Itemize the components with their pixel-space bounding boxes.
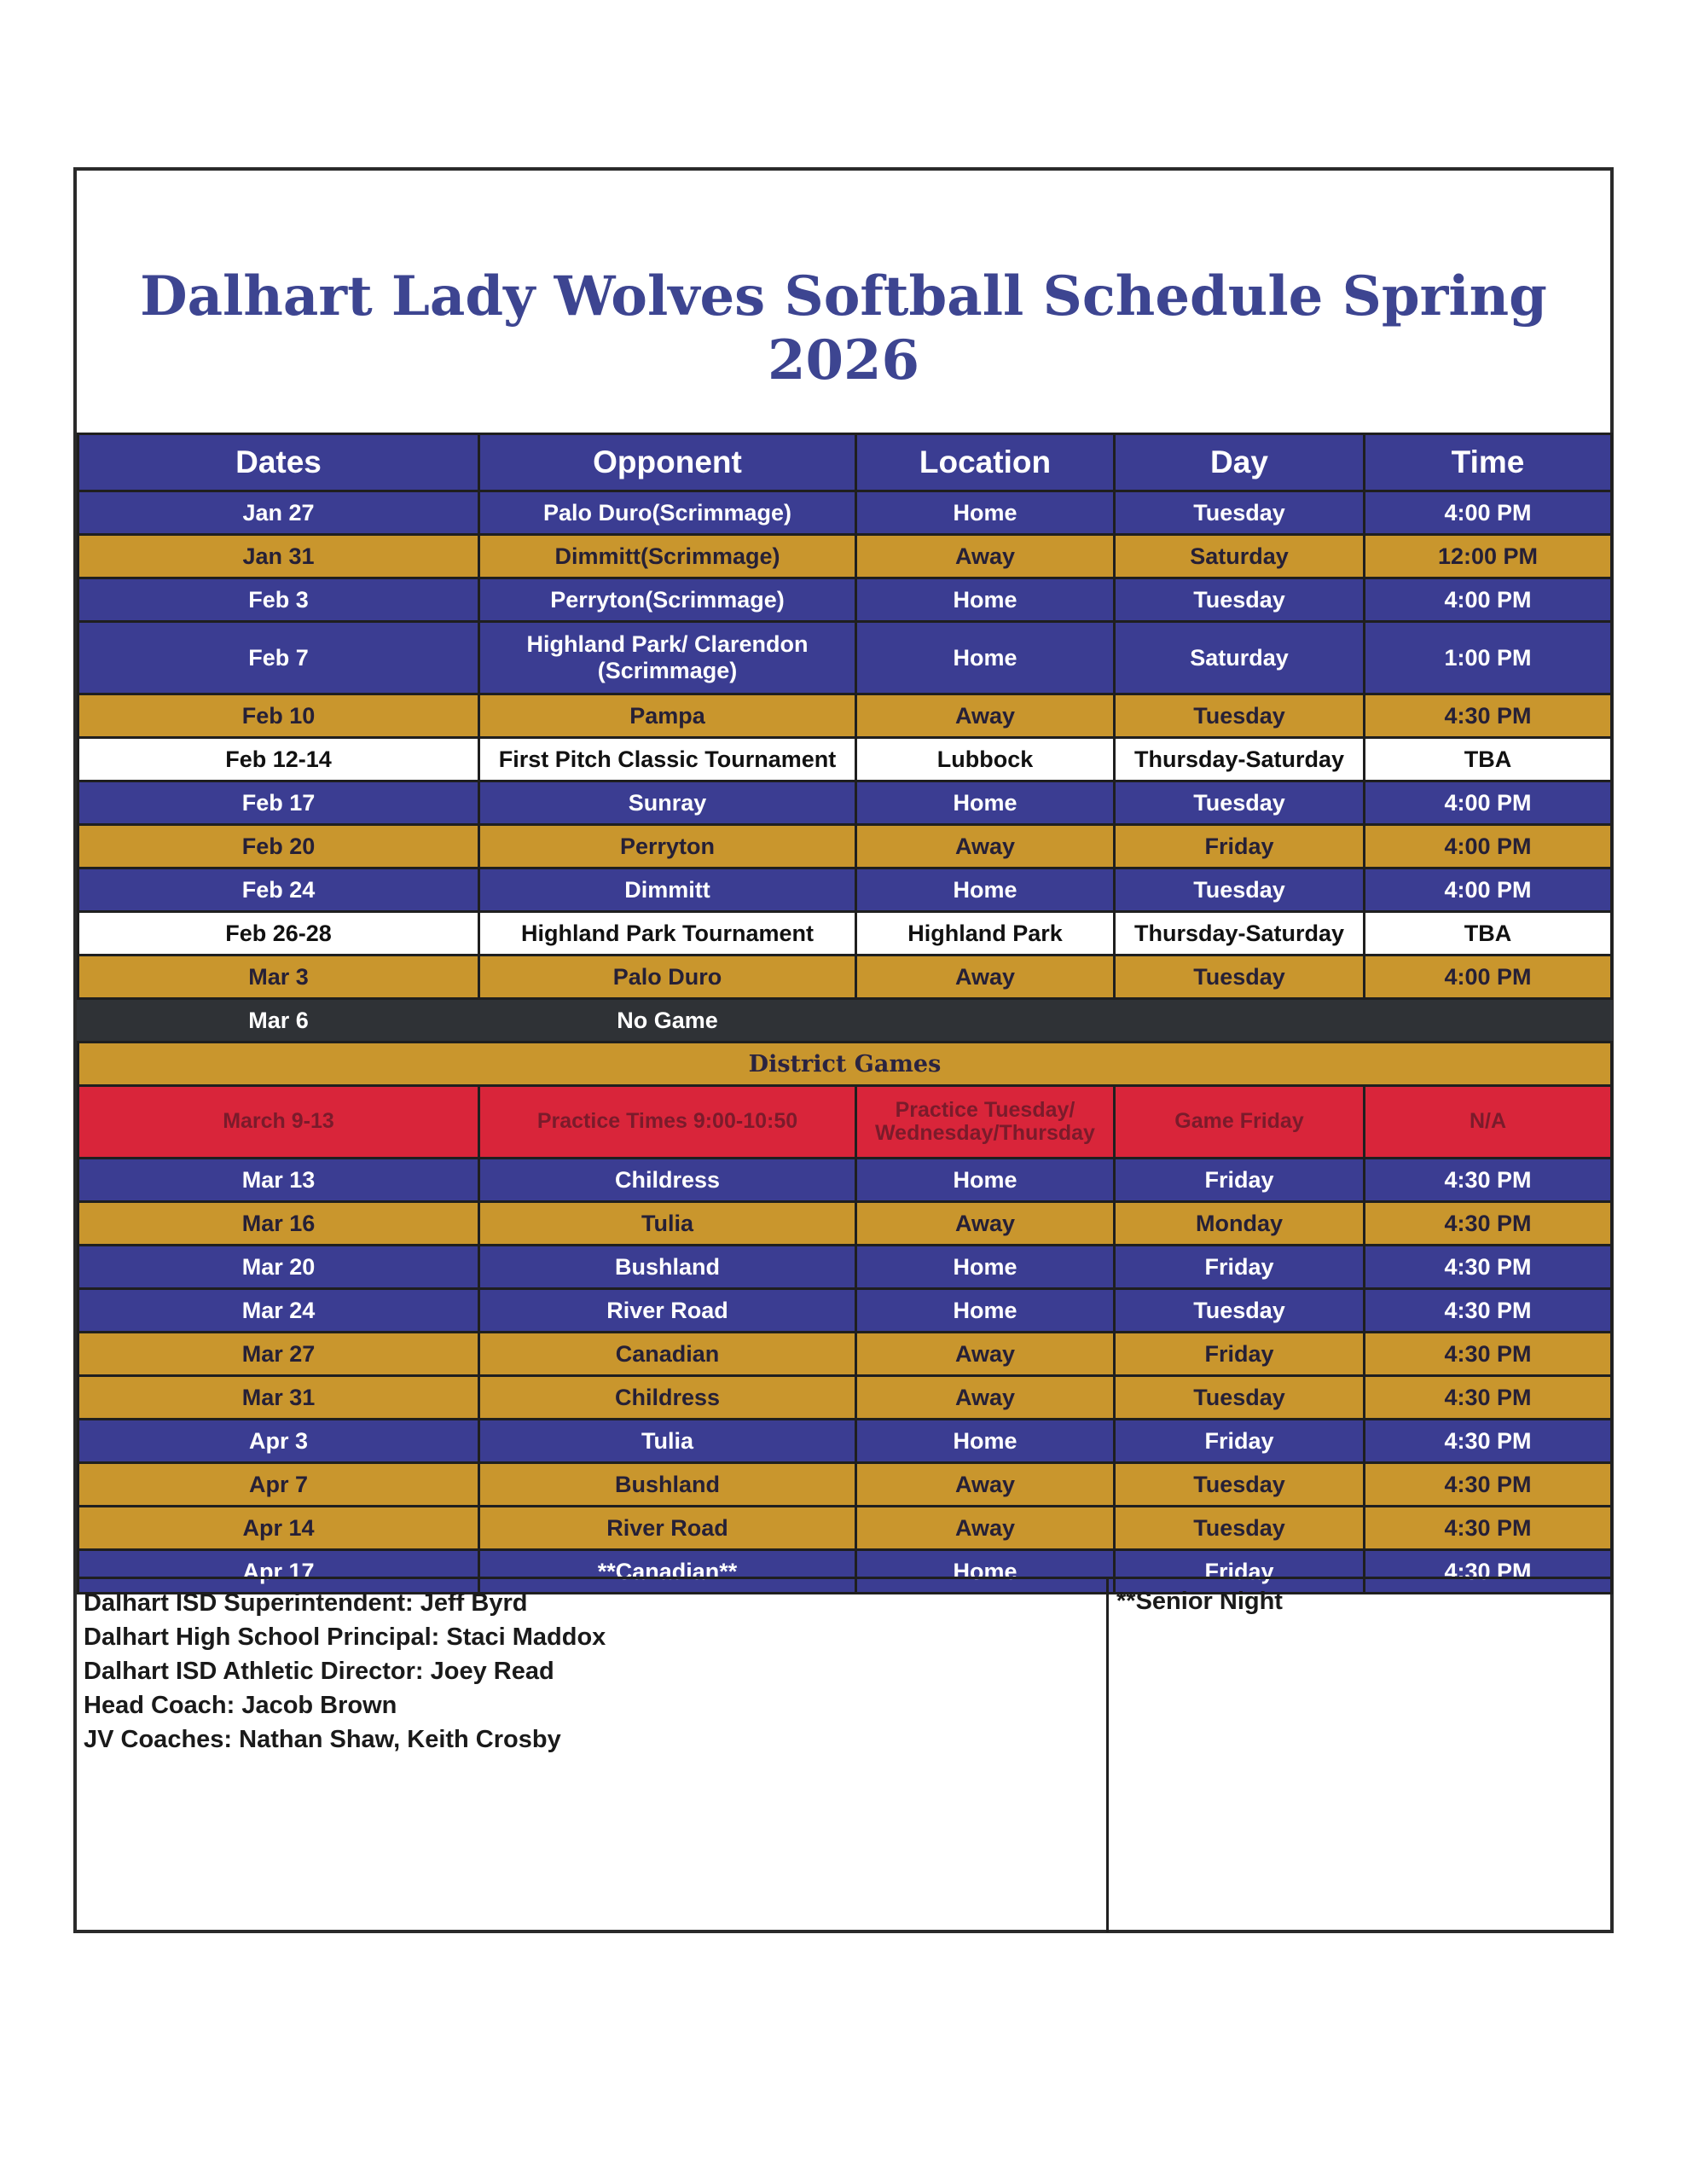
cell-opponent: Perryton(Scrimmage) <box>479 578 856 622</box>
cell-time: 4:30 PM <box>1365 1376 1612 1420</box>
cell-opponent: Childress <box>479 1159 856 1202</box>
cell-time: 4:30 PM <box>1365 1463 1612 1507</box>
cell-location: Home <box>856 1289 1115 1333</box>
cell-opponent: Bushland <box>479 1463 856 1507</box>
no-game-row <box>78 999 1612 1043</box>
cell-day: Tuesday <box>1115 1376 1365 1420</box>
cell-day: Saturday <box>1115 535 1365 578</box>
cell-opponent: River Road <box>479 1507 856 1550</box>
table-row <box>78 912 1612 956</box>
cell-opponent: **Canadian** <box>479 1550 856 1594</box>
cell-date: Feb 20 <box>78 825 479 868</box>
cell-time: 4:30 PM <box>1365 1507 1612 1550</box>
header-time: Time <box>1365 434 1612 491</box>
senior-night-note: **Senior Night <box>1116 1588 1283 1615</box>
header-day: Day <box>1115 434 1365 491</box>
table-row <box>78 535 1612 578</box>
cell-time: 1:00 PM <box>1365 622 1612 694</box>
cell-time: 4:30 PM <box>1365 1246 1612 1289</box>
cell-time: 4:30 PM <box>1365 1289 1612 1333</box>
cell-time: TBA <box>1365 738 1612 781</box>
no-game-date: Mar 6 <box>78 999 479 1043</box>
cell-opponent: Sunray <box>479 781 856 825</box>
practice-time: N/A <box>1365 1086 1612 1159</box>
staff-line: Head Coach: Jacob Brown <box>84 1692 397 1719</box>
cell-time: 4:00 PM <box>1365 578 1612 622</box>
cell-location: Away <box>856 1507 1115 1550</box>
cell-opponent: Tulia <box>479 1202 856 1246</box>
table-row <box>78 622 1612 694</box>
table-row <box>78 1507 1612 1550</box>
practice-day: Game Friday <box>1115 1086 1365 1159</box>
practice-opponent: Practice Times 9:00-10:50 <box>479 1086 856 1159</box>
cell-date: Feb 26-28 <box>78 912 479 956</box>
cell-day: Tuesday <box>1115 1289 1365 1333</box>
header-dates: Dates <box>78 434 479 491</box>
cell-opponent: Highland Park/ Clarendon (Scrimmage) <box>479 622 856 694</box>
cell-opponent: Canadian <box>479 1333 856 1376</box>
cell-opponent: Perryton <box>479 825 856 868</box>
cell-date: Jan 31 <box>78 535 479 578</box>
cell-day: Friday <box>1115 825 1365 868</box>
cell-day: Thursday-Saturday <box>1115 912 1365 956</box>
cell-day: Tuesday <box>1115 1507 1365 1550</box>
cell-date: Mar 20 <box>78 1246 479 1289</box>
cell-location: Home <box>856 491 1115 535</box>
table-row <box>78 738 1612 781</box>
cell-location: Home <box>856 1159 1115 1202</box>
cell-opponent: Tulia <box>479 1420 856 1463</box>
cell-day: Thursday-Saturday <box>1115 738 1365 781</box>
cell-date: Feb 10 <box>78 694 479 738</box>
cell-time: 4:30 PM <box>1365 1159 1612 1202</box>
cell-date: Mar 3 <box>78 956 479 999</box>
cell-location: Home <box>856 578 1115 622</box>
cell-location: Highland Park <box>856 912 1115 956</box>
pre-district-rows <box>78 491 1612 999</box>
table-row <box>78 578 1612 622</box>
cell-location: Home <box>856 622 1115 694</box>
cell-location: Away <box>856 956 1115 999</box>
cell-date: Mar 24 <box>78 1289 479 1333</box>
table-row <box>78 1420 1612 1463</box>
table-row <box>78 1463 1612 1507</box>
cell-location: Away <box>856 1376 1115 1420</box>
table-row <box>78 694 1612 738</box>
cell-day: Friday <box>1115 1420 1365 1463</box>
cell-location: Away <box>856 825 1115 868</box>
header-location: Location <box>856 434 1115 491</box>
table-row <box>78 956 1612 999</box>
cell-location: Away <box>856 694 1115 738</box>
cell-opponent: Highland Park Tournament <box>479 912 856 956</box>
cell-time: 4:00 PM <box>1365 781 1612 825</box>
cell-opponent: Palo Duro <box>479 956 856 999</box>
cell-opponent: Bushland <box>479 1246 856 1289</box>
cell-time: 4:30 PM <box>1365 694 1612 738</box>
cell-time: 4:00 PM <box>1365 825 1612 868</box>
cell-date: Mar 13 <box>78 1159 479 1202</box>
table-row <box>78 781 1612 825</box>
table-row <box>78 868 1612 912</box>
table-row <box>78 491 1612 535</box>
cell-date: Feb 24 <box>78 868 479 912</box>
cell-day: Tuesday <box>1115 868 1365 912</box>
cell-day: Tuesday <box>1115 694 1365 738</box>
cell-day: Tuesday <box>1115 781 1365 825</box>
table-row <box>78 1376 1612 1420</box>
cell-date: Feb 12-14 <box>78 738 479 781</box>
page-title: Dalhart Lady Wolves Softball Schedule Spring 2026 <box>140 264 1547 392</box>
practice-location: Practice Tuesday/ Wednesday/Thursday <box>856 1086 1115 1159</box>
staff-list <box>77 1579 1109 1932</box>
cell-location: Home <box>856 1246 1115 1289</box>
staff-line: Dalhart High School Principal: Staci Maddox <box>84 1623 606 1651</box>
cell-day: Friday <box>1115 1246 1365 1289</box>
cell-date: Apr 3 <box>78 1420 479 1463</box>
cell-time: 4:00 PM <box>1365 868 1612 912</box>
cell-opponent: Pampa <box>479 694 856 738</box>
cell-day: Friday <box>1115 1550 1365 1594</box>
cell-date: Mar 16 <box>78 1202 479 1246</box>
district-header-row <box>78 1043 1612 1086</box>
cell-date: Apr 7 <box>78 1463 479 1507</box>
table-row <box>78 1289 1612 1333</box>
district-rows <box>78 1159 1612 1594</box>
no-game-text: No Game <box>479 999 856 1043</box>
practice-row <box>78 1086 1612 1159</box>
cell-location: Away <box>856 535 1115 578</box>
staff-line: JV Coaches: Nathan Shaw, Keith Crosby <box>84 1726 561 1753</box>
cell-day: Tuesday <box>1115 1463 1365 1507</box>
cell-opponent: Palo Duro(Scrimmage) <box>479 491 856 535</box>
cell-date: Apr 17 <box>78 1550 479 1594</box>
table-row <box>78 1333 1612 1376</box>
cell-date: Jan 27 <box>78 491 479 535</box>
cell-location: Home <box>856 1420 1115 1463</box>
cell-time: 4:00 PM <box>1365 956 1612 999</box>
header-row <box>78 434 1612 491</box>
cell-day: Saturday <box>1115 622 1365 694</box>
cell-location: Away <box>856 1333 1115 1376</box>
cell-opponent: Dimmitt <box>479 868 856 912</box>
cell-time: 4:00 PM <box>1365 491 1612 535</box>
cell-day: Monday <box>1115 1202 1365 1246</box>
cell-location: Home <box>856 868 1115 912</box>
cell-time: TBA <box>1365 912 1612 956</box>
cell-opponent: First Pitch Classic Tournament <box>479 738 856 781</box>
cell-location: Home <box>856 781 1115 825</box>
cell-location: Away <box>856 1202 1115 1246</box>
cell-date: Feb 7 <box>78 622 479 694</box>
cell-day: Tuesday <box>1115 491 1365 535</box>
staff-line: Dalhart ISD Superintendent: Jeff Byrd <box>84 1589 528 1617</box>
schedule-frame <box>73 167 1614 1933</box>
cell-date: Apr 14 <box>78 1507 479 1550</box>
cell-time: 4:30 PM <box>1365 1420 1612 1463</box>
staff-line: Dalhart ISD Athletic Director: Joey Read <box>84 1658 554 1685</box>
cell-opponent: Childress <box>479 1376 856 1420</box>
cell-location: Away <box>856 1463 1115 1507</box>
cell-day: Tuesday <box>1115 578 1365 622</box>
cell-location: Lubbock <box>856 738 1115 781</box>
cell-time: 4:30 PM <box>1365 1550 1612 1594</box>
district-games-label: District Games <box>78 1043 1612 1086</box>
special-rows <box>78 999 1612 1159</box>
cell-location: Home <box>856 1550 1115 1594</box>
cell-time: 4:30 PM <box>1365 1333 1612 1376</box>
cell-date: Mar 27 <box>78 1333 479 1376</box>
cell-date: Mar 31 <box>78 1376 479 1420</box>
cell-time: 12:00 PM <box>1365 535 1612 578</box>
schedule-table <box>77 433 1613 1594</box>
cell-time: 4:30 PM <box>1365 1202 1612 1246</box>
cell-day: Friday <box>1115 1333 1365 1376</box>
table-row <box>78 1246 1612 1289</box>
cell-opponent: Dimmitt(Scrimmage) <box>479 535 856 578</box>
header-opponent: Opponent <box>479 434 856 491</box>
table-row <box>78 825 1612 868</box>
practice-date: March 9-13 <box>78 1086 479 1159</box>
cell-opponent: River Road <box>479 1289 856 1333</box>
cell-day: Friday <box>1115 1159 1365 1202</box>
table-row <box>78 1202 1612 1246</box>
table-row <box>78 1159 1612 1202</box>
footer <box>77 1577 1610 1932</box>
cell-date: Feb 3 <box>78 578 479 622</box>
cell-date: Feb 17 <box>78 781 479 825</box>
cell-day: Tuesday <box>1115 956 1365 999</box>
